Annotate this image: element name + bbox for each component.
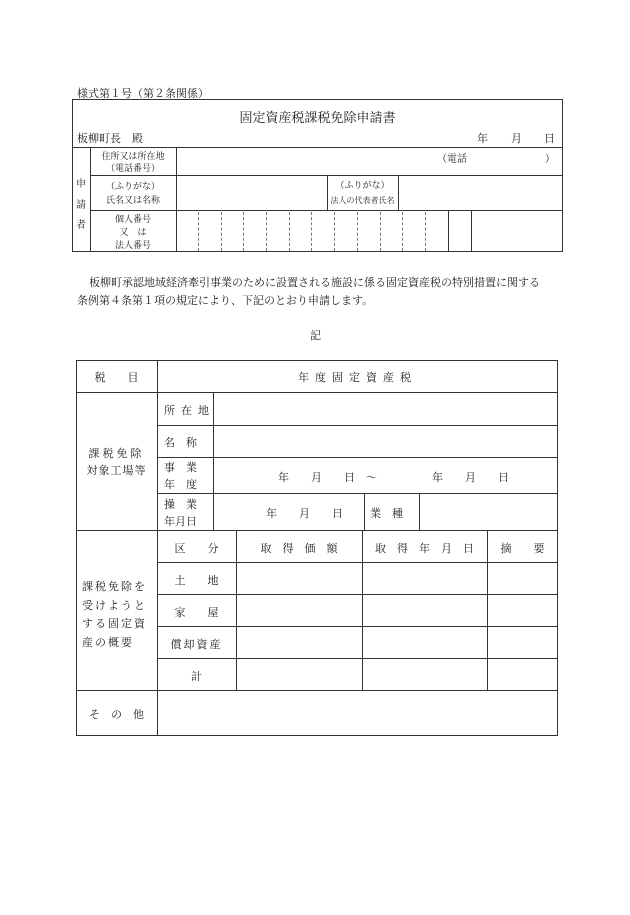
phone-field-close: ） (545, 154, 555, 165)
name-furigana: （ふりがな） (105, 182, 160, 192)
operation-label-2: 年月日 (164, 515, 197, 528)
applicant-label-1: 申 (76, 179, 86, 190)
tax-item-label: 税 目 (94, 371, 139, 384)
row-depreciable-assets: 償却資産 (170, 638, 223, 651)
id-label-1: 個人番号 (114, 215, 151, 225)
tax-item-value: 年度固定資産税 (298, 371, 417, 384)
phone-field-label: （電話 (437, 154, 467, 165)
operation-value: 年 月 日 (266, 507, 343, 520)
body-line-2: 条例第４条第１項の規定により、下記のとおり申請します。 (77, 294, 374, 307)
location-label: 所在地 (164, 404, 215, 417)
applicant-label-2: 請 (76, 200, 86, 211)
id-label-3: 法人番号 (114, 241, 151, 251)
body-line-1: 板柳町承認地域経済牽引事業のために設置される施設に係る固定資産税の特別措置に関する (89, 276, 540, 289)
name-label: 氏名又は名称 (105, 196, 160, 206)
applicant-label-3: 者 (76, 220, 86, 231)
addressee: 板柳町長 殿 (77, 132, 143, 145)
header-acquisition-date: 取 得 年 月 日 (375, 542, 474, 555)
industry-label: 業 種 (370, 507, 403, 520)
row-building: 家 屋 (174, 606, 219, 619)
overview-label-4: 産の概要 (82, 636, 134, 649)
id-label-2: 又 は (119, 228, 147, 238)
overview-label-1: 課税免除を (82, 580, 147, 593)
header-category: 区 分 (174, 542, 219, 555)
operation-label-1: 操 業 (164, 498, 197, 511)
overview-label-2: 受けようと (82, 599, 147, 612)
date-day: 日 (544, 132, 555, 145)
ki-mark: 記 (310, 329, 321, 342)
form-number: 様式第１号（第２条関係） (77, 87, 209, 100)
row-land: 土 地 (174, 574, 219, 587)
address-label: 住所又は所在地 (101, 152, 165, 162)
name-label-cell: 名 称 (164, 436, 197, 449)
other-label: そ の 他 (89, 708, 144, 721)
rep-label: 法人の代表者氏名 (330, 196, 395, 205)
rep-furigana: （ふりがな） (335, 181, 390, 191)
business-year-label-2: 年 度 (164, 478, 197, 491)
date-year: 年 (477, 132, 488, 145)
business-year-label-1: 事 業 (164, 461, 197, 474)
overview-label-3: する固定資 (82, 617, 147, 630)
header-remarks: 摘 要 (500, 542, 545, 555)
business-year-value: 年 月 日 ～ 年 月 日 (278, 471, 509, 484)
target-label-2: 対象工場等 (86, 464, 147, 477)
phone-label: （電話番号） (105, 164, 160, 174)
form-title: 固定資産税課税免除申請書 (239, 111, 396, 126)
header-acquisition-price: 取 得 価 額 (260, 542, 338, 555)
target-label-1: 課税免除 (88, 447, 145, 460)
date-month: 月 (511, 132, 522, 145)
row-total: 計 (191, 670, 202, 683)
